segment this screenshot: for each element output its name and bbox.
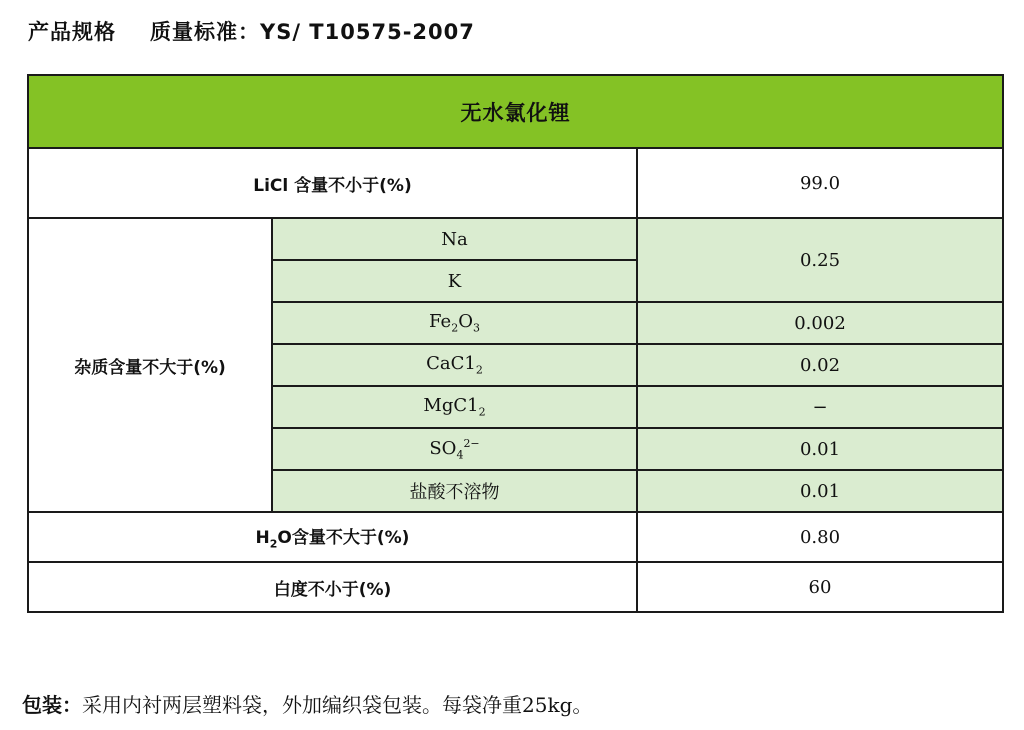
licl-label: LiCl 含量不小于(%) bbox=[28, 148, 637, 218]
whiteness-value: 60 bbox=[637, 562, 1003, 612]
impurities-label: 杂质含量不大于(%) bbox=[28, 218, 272, 512]
fe2o3-base1: Fe bbox=[429, 311, 452, 333]
so4-sub: 4 bbox=[456, 448, 464, 462]
licl-value: 99.0 bbox=[637, 148, 1003, 218]
packaging-note bbox=[22, 689, 592, 718]
packaging-text: 采用内衬两层塑料袋，外加编织袋包装。每袋净重25kg。 bbox=[82, 693, 593, 717]
packaging-label: 包装： bbox=[22, 693, 82, 717]
fe2o3-sub1: 2 bbox=[451, 321, 459, 335]
mgcl2-value: − bbox=[637, 386, 1003, 428]
spec-label: 产品规格 bbox=[28, 20, 116, 44]
h2o-row bbox=[28, 512, 1003, 562]
whiteness-row bbox=[28, 562, 1003, 612]
cacl2-sub: 2 bbox=[475, 363, 483, 377]
mgcl2-base: MgC1 bbox=[423, 395, 479, 417]
na-label: Na bbox=[272, 218, 637, 260]
h2o-part2: O含量不大于(%) bbox=[277, 528, 410, 549]
na-k-value: 0.25 bbox=[637, 218, 1003, 302]
mgcl2-label bbox=[272, 386, 637, 428]
quality-standard: 质量标准：YS/ T10575-2007 bbox=[150, 20, 475, 44]
so4-base: SO bbox=[429, 437, 457, 459]
h2o-sub: 2 bbox=[269, 537, 278, 551]
insoluble-label: 盐酸不溶物 bbox=[272, 470, 637, 512]
h2o-part1: H bbox=[255, 528, 270, 549]
fe2o3-sub2: 3 bbox=[472, 321, 480, 335]
spec-table bbox=[27, 74, 1004, 613]
title-row bbox=[28, 75, 1003, 148]
k-label: K bbox=[272, 260, 637, 302]
so4-sup: 2− bbox=[463, 436, 480, 450]
cacl2-base: CaC1 bbox=[426, 353, 476, 375]
cacl2-label bbox=[272, 344, 637, 386]
so4-label bbox=[272, 428, 637, 470]
h2o-label bbox=[28, 512, 637, 562]
page-header bbox=[28, 16, 475, 46]
so4-value: 0.01 bbox=[637, 428, 1003, 470]
mgcl2-sub: 2 bbox=[478, 405, 486, 419]
licl-row bbox=[28, 148, 1003, 218]
fe2o3-label bbox=[272, 302, 637, 344]
na-row bbox=[28, 218, 1003, 260]
insoluble-value: 0.01 bbox=[637, 470, 1003, 512]
h2o-value: 0.80 bbox=[637, 512, 1003, 562]
product-title: 无水氯化锂 bbox=[28, 75, 1003, 148]
cacl2-value: 0.02 bbox=[637, 344, 1003, 386]
fe2o3-value: 0.002 bbox=[637, 302, 1003, 344]
fe2o3-base2: O bbox=[458, 311, 473, 333]
whiteness-label: 白度不小于(%) bbox=[28, 562, 637, 612]
